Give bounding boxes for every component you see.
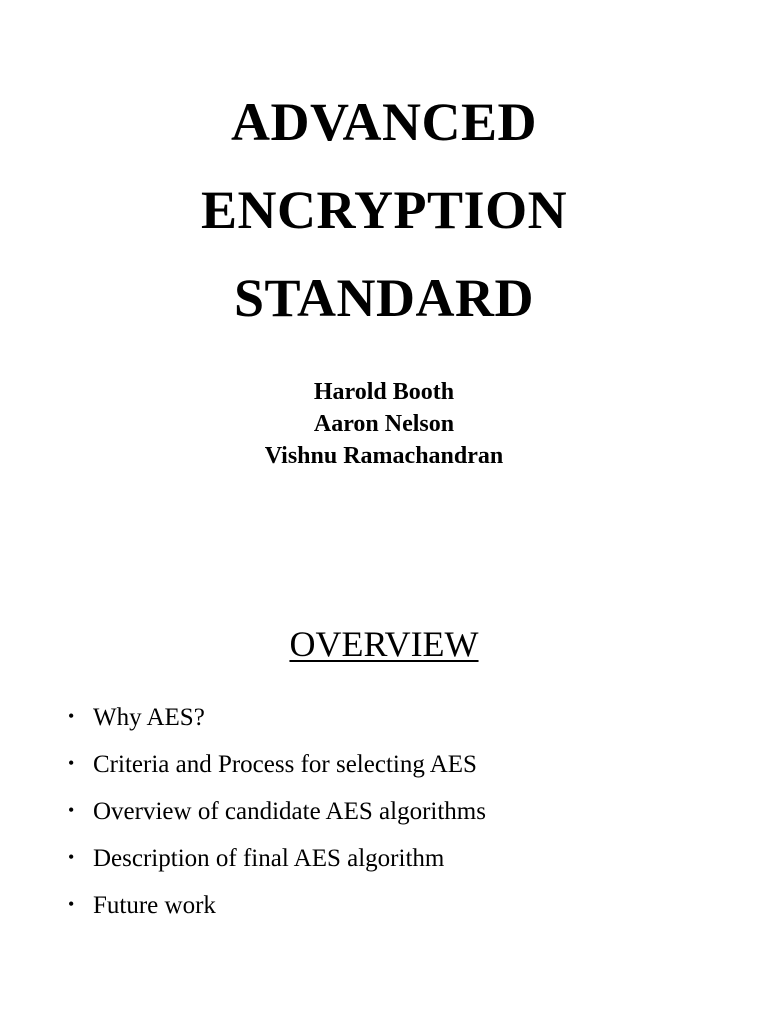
list-item-text: Future work [93, 892, 216, 919]
title-line: ADVANCED [230, 92, 538, 152]
list-item [68, 843, 728, 890]
list-item [68, 702, 728, 749]
author-name: Harold Booth [313, 379, 455, 405]
list-item [68, 796, 728, 843]
bullet-icon: • [68, 800, 75, 820]
title-line: ENCRYPTION [200, 180, 568, 240]
bullet-icon: • [68, 706, 75, 726]
list-item-text: Overview of candidate AES algorithms [93, 798, 486, 825]
author-list [0, 376, 768, 472]
list-item [68, 890, 728, 937]
title-line: STANDARD [233, 268, 535, 328]
author-name: Vishnu Ramachandran [264, 443, 504, 469]
author-name: Aaron Nelson [313, 411, 455, 437]
list-item-text: Why AES? [93, 704, 205, 731]
bullet-icon: • [68, 894, 75, 914]
list-item-text: Criteria and Process for selecting AES [93, 751, 477, 778]
overview-heading: OVERVIEW [289, 624, 479, 664]
bullet-icon: • [68, 753, 75, 773]
list-item-text: Description of final AES algorithm [93, 845, 445, 872]
bullet-icon: • [68, 847, 75, 867]
overview-list [68, 702, 728, 937]
list-item [68, 749, 728, 796]
document-title [0, 78, 768, 342]
